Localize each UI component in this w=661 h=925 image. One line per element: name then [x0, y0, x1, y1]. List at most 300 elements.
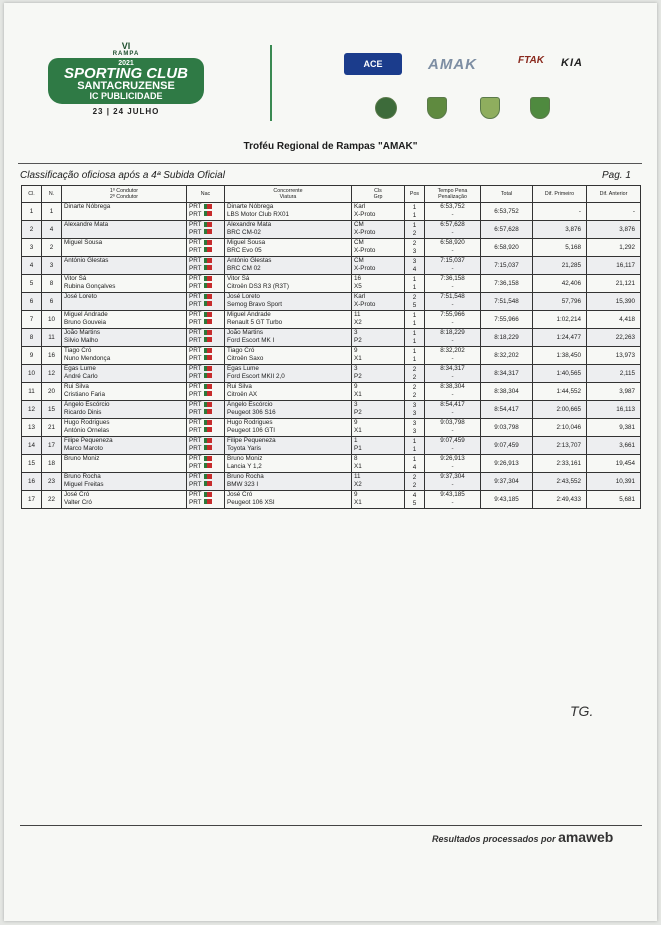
- nac-1: PRT: [189, 221, 202, 228]
- cell-cl: 5: [22, 275, 42, 293]
- portugal-flag-icon: [204, 463, 212, 468]
- cell-dif-prev: -: [587, 203, 641, 221]
- run-time: 9:26,913: [440, 455, 465, 462]
- portugal-flag-icon: [204, 294, 212, 299]
- cell-cl: 16: [22, 473, 42, 491]
- cell-total: 9:37,304: [481, 473, 533, 491]
- car: Citroën Saxo: [227, 354, 264, 362]
- cell-drivers: [62, 365, 187, 383]
- penalty: -: [451, 480, 454, 488]
- portugal-flag-icon: [204, 481, 212, 486]
- driver-2: Rubina Gonçalves: [64, 282, 116, 290]
- col-n: N.: [42, 186, 62, 203]
- cell-cl: 15: [22, 455, 42, 473]
- entrant: José Loreto: [227, 293, 260, 300]
- signature: TG.: [570, 703, 594, 719]
- cell-n: 3: [42, 257, 62, 275]
- driver-1: Vitor Sá: [64, 275, 87, 282]
- penalty: -: [451, 264, 454, 272]
- cell-dif-prev: 4,418: [587, 311, 641, 329]
- cell-time: [425, 455, 481, 473]
- driver-1: Dinarte Nóbrega: [64, 203, 111, 210]
- portugal-flag-icon: [204, 247, 212, 252]
- cell-n: 6: [42, 293, 62, 311]
- driver-2: Ricardo Dinis: [64, 408, 102, 416]
- driver-1: José Loreto: [64, 293, 97, 300]
- cell-pos: 1 1: [405, 347, 425, 365]
- portugal-flag-icon: [204, 258, 212, 263]
- driver-1: Hugo Rodrigues: [64, 419, 110, 426]
- nac-2: PRT: [189, 318, 202, 326]
- cell-class: [352, 221, 405, 239]
- nac-2: PRT: [189, 462, 202, 470]
- car: Toyota Yaris: [227, 444, 262, 452]
- car: Ford Escort MK I: [227, 336, 275, 344]
- cell-total: 7:36,158: [481, 275, 533, 293]
- table-row: [22, 383, 641, 401]
- cell-total: 8:34,317: [481, 365, 533, 383]
- portugal-flag-icon: [204, 240, 212, 245]
- class: 8: [354, 455, 358, 462]
- cell-pos: 4 5: [405, 491, 425, 509]
- entrant: Ângelo Escórcio: [227, 401, 273, 408]
- cell-dif-prev: 10,391: [587, 473, 641, 491]
- penalty: -: [451, 300, 454, 308]
- cell-time: [425, 311, 481, 329]
- divider: [18, 163, 642, 164]
- entrant: António Glestas: [227, 257, 272, 264]
- group: P2: [354, 408, 362, 416]
- nac-1: PRT: [189, 473, 202, 480]
- driver-2: Cristiano Faria: [64, 390, 105, 398]
- table-row: [22, 401, 641, 419]
- group: X-Proto: [354, 300, 376, 308]
- cell-drivers: [62, 401, 187, 419]
- car: Peugeot 106 XSI: [227, 498, 275, 506]
- cell-n: 20: [42, 383, 62, 401]
- cell-nac: [187, 203, 225, 221]
- header-divider: [270, 45, 272, 121]
- cell-entrant: [225, 329, 352, 347]
- run-time: 6:53,752: [440, 203, 465, 210]
- group: X1: [354, 390, 362, 398]
- driver-2: Bruno Gouveia: [64, 318, 107, 326]
- col-pos: Pos: [405, 186, 425, 203]
- page-title: Troféu Regional de Rampas "AMAK": [243, 141, 418, 152]
- footer-brand-logo: amaweb: [558, 829, 614, 845]
- cell-n: 18: [42, 455, 62, 473]
- cell-dif-prev: 21,121: [587, 275, 641, 293]
- driver-1: Miguel Andrade: [64, 311, 108, 318]
- nac-1: PRT: [189, 293, 202, 300]
- cell-entrant: [225, 293, 352, 311]
- crest-icon: [480, 97, 500, 119]
- driver-1: Bruno Rocha: [64, 473, 101, 480]
- portugal-flag-icon: [204, 402, 212, 407]
- class: 3: [354, 365, 358, 372]
- class: 9: [354, 347, 358, 354]
- cell-drivers: [62, 257, 187, 275]
- penalty: -: [451, 408, 454, 416]
- cell-time: [425, 401, 481, 419]
- penalty: -: [451, 462, 454, 470]
- nac-1: PRT: [189, 437, 202, 444]
- cell-time: [425, 491, 481, 509]
- cell-entrant: [225, 221, 352, 239]
- entrant: Alexandre Mata: [227, 221, 272, 228]
- classification-subtitle: Classificação oficiosa após a 4ª Subida Oficial: [20, 170, 225, 181]
- class: 9: [354, 491, 358, 498]
- cell-entrant: [225, 401, 352, 419]
- cell-total: 8:32,202: [481, 347, 533, 365]
- cell-cl: 12: [22, 401, 42, 419]
- cell-drivers: [62, 293, 187, 311]
- run-time: 8:32,202: [440, 347, 465, 354]
- cell-drivers: [62, 473, 187, 491]
- run-time: 9:37,304: [440, 473, 465, 480]
- cell-drivers: [62, 221, 187, 239]
- cell-cl: 2: [22, 221, 42, 239]
- cell-n: 15: [42, 401, 62, 419]
- table-row: [22, 257, 641, 275]
- cell-dif-first: 1:40,565: [533, 365, 587, 383]
- group: X-Proto: [354, 210, 376, 218]
- nac-2: PRT: [189, 390, 202, 398]
- car: BRC CM 02: [227, 264, 261, 272]
- portugal-flag-icon: [204, 211, 212, 216]
- cell-n: 17: [42, 437, 62, 455]
- cell-drivers: [62, 239, 187, 257]
- car: Citroën DS3 R3 (R3T): [227, 282, 289, 290]
- nac-2: PRT: [189, 210, 202, 218]
- portugal-flag-icon: [204, 204, 212, 209]
- portugal-flag-icon: [204, 355, 212, 360]
- cell-dif-prev: 3,661: [587, 437, 641, 455]
- cell-class: [352, 257, 405, 275]
- portugal-flag-icon: [204, 319, 212, 324]
- penalty: -: [451, 228, 454, 236]
- cell-time: [425, 239, 481, 257]
- col-drivers: 1º Condutor 2º Condutor: [62, 186, 187, 203]
- portugal-flag-icon: [204, 474, 212, 479]
- entrant: Bruno Rocha: [227, 473, 264, 480]
- portugal-flag-icon: [204, 445, 212, 450]
- penalty: -: [451, 210, 454, 218]
- nac-1: PRT: [189, 347, 202, 354]
- cell-entrant: [225, 347, 352, 365]
- driver-1: Miguel Sousa: [64, 239, 103, 246]
- cell-drivers: [62, 329, 187, 347]
- cell-pos: 2 2: [405, 383, 425, 401]
- run-time: 9:03,798: [440, 419, 465, 426]
- nac-2: PRT: [189, 480, 202, 488]
- table-row: [22, 221, 641, 239]
- portugal-flag-icon: [204, 499, 212, 504]
- table-header-row: [22, 186, 641, 203]
- class: 11: [354, 311, 361, 318]
- driver-2: Valter Cró: [64, 498, 92, 506]
- class: 11: [354, 473, 361, 480]
- sponsor-logo-ftak: FTAK: [518, 55, 544, 66]
- group: X1: [354, 462, 362, 470]
- cell-pos: 1 2: [405, 221, 425, 239]
- nac-2: PRT: [189, 264, 202, 272]
- cell-dif-first: 5,168: [533, 239, 587, 257]
- table-row: [22, 437, 641, 455]
- cell-dif-first: 2:13,707: [533, 437, 587, 455]
- portugal-flag-icon: [204, 420, 212, 425]
- cell-pos: 3 4: [405, 257, 425, 275]
- cell-n: 23: [42, 473, 62, 491]
- cell-dif-prev: 1,292: [587, 239, 641, 257]
- cell-nac: [187, 365, 225, 383]
- driver-1: Ângelo Escórcio: [64, 401, 110, 408]
- cell-cl: 7: [22, 311, 42, 329]
- nac-1: PRT: [189, 329, 202, 336]
- cell-drivers: [62, 491, 187, 509]
- class: 16: [354, 275, 362, 282]
- footer: [432, 829, 613, 845]
- cell-drivers: [62, 311, 187, 329]
- entrant: Bruno Moniz: [227, 455, 263, 462]
- entrant: Filipe Pequeneza: [227, 437, 276, 444]
- nac-1: PRT: [189, 275, 202, 282]
- cell-drivers: [62, 455, 187, 473]
- col-dif-first: Dif. Primeiro: [533, 186, 587, 203]
- nac-1: PRT: [189, 455, 202, 462]
- cell-time: [425, 437, 481, 455]
- penalty: -: [451, 336, 454, 344]
- cell-pos: 2 2: [405, 473, 425, 491]
- run-time: 7:15,037: [440, 257, 465, 264]
- cell-total: 9:26,913: [481, 455, 533, 473]
- table-row: [22, 491, 641, 509]
- nac-2: PRT: [189, 228, 202, 236]
- event-date: 23 | 24 JULHO: [92, 107, 160, 116]
- portugal-flag-icon: [204, 222, 212, 227]
- cell-time: [425, 347, 481, 365]
- entrant: Egas Lume: [227, 365, 259, 372]
- portugal-flag-icon: [204, 373, 212, 378]
- cell-cl: 6: [22, 293, 42, 311]
- cell-cl: 4: [22, 257, 42, 275]
- cell-pos: 2 3: [405, 239, 425, 257]
- run-time: 6:58,920: [440, 239, 465, 246]
- group: X5: [354, 282, 362, 290]
- cell-total: 9:07,459: [481, 437, 533, 455]
- cell-drivers: [62, 437, 187, 455]
- cell-n: 8: [42, 275, 62, 293]
- entrant: Vitor Sá: [227, 275, 250, 282]
- col-total: Total: [481, 186, 533, 203]
- car: BRC Evo 05: [227, 246, 262, 254]
- cell-dif-first: 2:49,433: [533, 491, 587, 509]
- run-time: 6:57,628: [440, 221, 465, 228]
- car: Ford Escort MKII 2,0: [227, 372, 285, 380]
- cell-n: 4: [42, 221, 62, 239]
- cell-cl: 11: [22, 383, 42, 401]
- portugal-flag-icon: [204, 265, 212, 270]
- cell-entrant: [225, 437, 352, 455]
- cell-total: 8:38,304: [481, 383, 533, 401]
- table-row: [22, 455, 641, 473]
- portugal-flag-icon: [204, 456, 212, 461]
- car: Lancia Y 1,2: [227, 462, 262, 470]
- cell-dif-prev: 13,973: [587, 347, 641, 365]
- run-time: 8:54,417: [440, 401, 465, 408]
- class: 3: [354, 401, 358, 408]
- cell-total: 6:53,752: [481, 203, 533, 221]
- cell-cl: 9: [22, 347, 42, 365]
- car: LBS Motor Club RX01: [227, 210, 289, 218]
- driver-2: António Ornelas: [64, 426, 110, 434]
- run-time: 8:18,229: [440, 329, 465, 336]
- cell-nac: [187, 239, 225, 257]
- cell-nac: [187, 419, 225, 437]
- cell-total: 7:55,966: [481, 311, 533, 329]
- cell-pos: 1 1: [405, 203, 425, 221]
- sponsor-logo-amak: AMAK: [428, 56, 477, 73]
- cell-dif-first: -: [533, 203, 587, 221]
- cell-cl: 13: [22, 419, 42, 437]
- portugal-flag-icon: [204, 229, 212, 234]
- penalty: -: [451, 246, 454, 254]
- cell-dif-first: 3,876: [533, 221, 587, 239]
- cell-entrant: [225, 473, 352, 491]
- cell-total: 8:18,229: [481, 329, 533, 347]
- driver-1: Filipe Pequeneza: [64, 437, 113, 444]
- cell-class: [352, 203, 405, 221]
- class: Karl: [354, 293, 366, 300]
- penalty: -: [451, 318, 454, 326]
- cell-cl: 17: [22, 491, 42, 509]
- classification-table: [21, 185, 641, 509]
- cell-drivers: [62, 203, 187, 221]
- penalty: -: [451, 282, 454, 290]
- cell-pos: 1 1: [405, 311, 425, 329]
- cell-dif-prev: 19,454: [587, 455, 641, 473]
- cell-dif-first: 1:38,450: [533, 347, 587, 365]
- cell-entrant: [225, 491, 352, 509]
- group: X-Proto: [354, 246, 376, 254]
- cell-n: 16: [42, 347, 62, 365]
- cell-entrant: [225, 257, 352, 275]
- cell-class: [352, 347, 405, 365]
- cell-time: [425, 221, 481, 239]
- penalty: -: [451, 390, 454, 398]
- penalty: -: [451, 426, 454, 434]
- cell-drivers: [62, 383, 187, 401]
- car: BMW 323 I: [227, 480, 259, 488]
- table-row: [22, 365, 641, 383]
- event-logo: VI RAMPA 2021 SPORTING CLUB SANTACRUZENSE IC PUBLICIDADE 23 | 24 JULHO: [46, 41, 206, 123]
- nac-2: PRT: [189, 444, 202, 452]
- group: P2: [354, 336, 362, 344]
- portugal-flag-icon: [204, 384, 212, 389]
- cell-class: [352, 293, 405, 311]
- portugal-flag-icon: [204, 276, 212, 281]
- cell-class: [352, 437, 405, 455]
- cell-nac: [187, 383, 225, 401]
- nac-1: PRT: [189, 419, 202, 426]
- entrant: João Martins: [227, 329, 264, 336]
- cell-class: [352, 401, 405, 419]
- cell-entrant: [225, 203, 352, 221]
- table-row: [22, 239, 641, 257]
- cell-dif-first: 42,406: [533, 275, 587, 293]
- car: Renault 5 GT Turbo: [227, 318, 283, 326]
- table-row: [22, 419, 641, 437]
- cell-dif-first: 2:00,665: [533, 401, 587, 419]
- cell-pos: 1 1: [405, 275, 425, 293]
- portugal-flag-icon: [204, 312, 212, 317]
- nac-2: PRT: [189, 246, 202, 254]
- cell-dif-prev: 3,987: [587, 383, 641, 401]
- class: 1: [354, 437, 358, 444]
- nac-2: PRT: [189, 336, 202, 344]
- table-row: [22, 203, 641, 221]
- driver-1: Bruno Moniz: [64, 455, 100, 462]
- cell-dif-prev: 15,390: [587, 293, 641, 311]
- cell-nac: [187, 311, 225, 329]
- driver-2: Nuno Mendonça: [64, 354, 111, 362]
- cell-dif-prev: 2,115: [587, 365, 641, 383]
- cell-nac: [187, 221, 225, 239]
- cell-dif-prev: 16,117: [587, 257, 641, 275]
- cell-n: 22: [42, 491, 62, 509]
- cell-entrant: [225, 365, 352, 383]
- driver-1: João Martins: [64, 329, 101, 336]
- cell-entrant: [225, 383, 352, 401]
- entrant: Tiago Cró: [227, 347, 255, 354]
- cell-class: [352, 311, 405, 329]
- logo-badge: 2021 SPORTING CLUB SANTACRUZENSE IC PUBLICIDADE: [48, 58, 204, 104]
- car: Citroën AX: [227, 390, 258, 398]
- portugal-flag-icon: [204, 337, 212, 342]
- table-row: [22, 473, 641, 491]
- cell-total: 7:15,037: [481, 257, 533, 275]
- cell-time: [425, 365, 481, 383]
- cell-class: [352, 239, 405, 257]
- cell-dif-first: 57,796: [533, 293, 587, 311]
- col-penalty: Tempo Pena Penalização: [425, 186, 481, 203]
- cell-total: 8:54,417: [481, 401, 533, 419]
- entrant: Miguel Sousa: [227, 239, 266, 246]
- portugal-flag-icon: [204, 391, 212, 396]
- penalty: -: [451, 498, 454, 506]
- group: P2: [354, 372, 362, 380]
- nac-1: PRT: [189, 383, 202, 390]
- entrant: Rui Silva: [227, 383, 252, 390]
- cell-time: [425, 383, 481, 401]
- portugal-flag-icon: [204, 438, 212, 443]
- cell-nac: [187, 257, 225, 275]
- cell-total: 6:58,920: [481, 239, 533, 257]
- portugal-flag-icon: [204, 366, 212, 371]
- portugal-flag-icon: [204, 301, 212, 306]
- footer-divider: [20, 825, 642, 826]
- portugal-flag-icon: [204, 427, 212, 432]
- driver-1: Rui Silva: [64, 383, 89, 390]
- cell-time: [425, 257, 481, 275]
- crest-icon: [427, 97, 447, 119]
- col-class: Cls Grp: [352, 186, 405, 203]
- entrant: José Cró: [227, 491, 253, 498]
- driver-2: Miguel Freitas: [64, 480, 104, 488]
- cell-cl: 8: [22, 329, 42, 347]
- driver-1: Alexandre Mata: [64, 221, 109, 228]
- nac-2: PRT: [189, 408, 202, 416]
